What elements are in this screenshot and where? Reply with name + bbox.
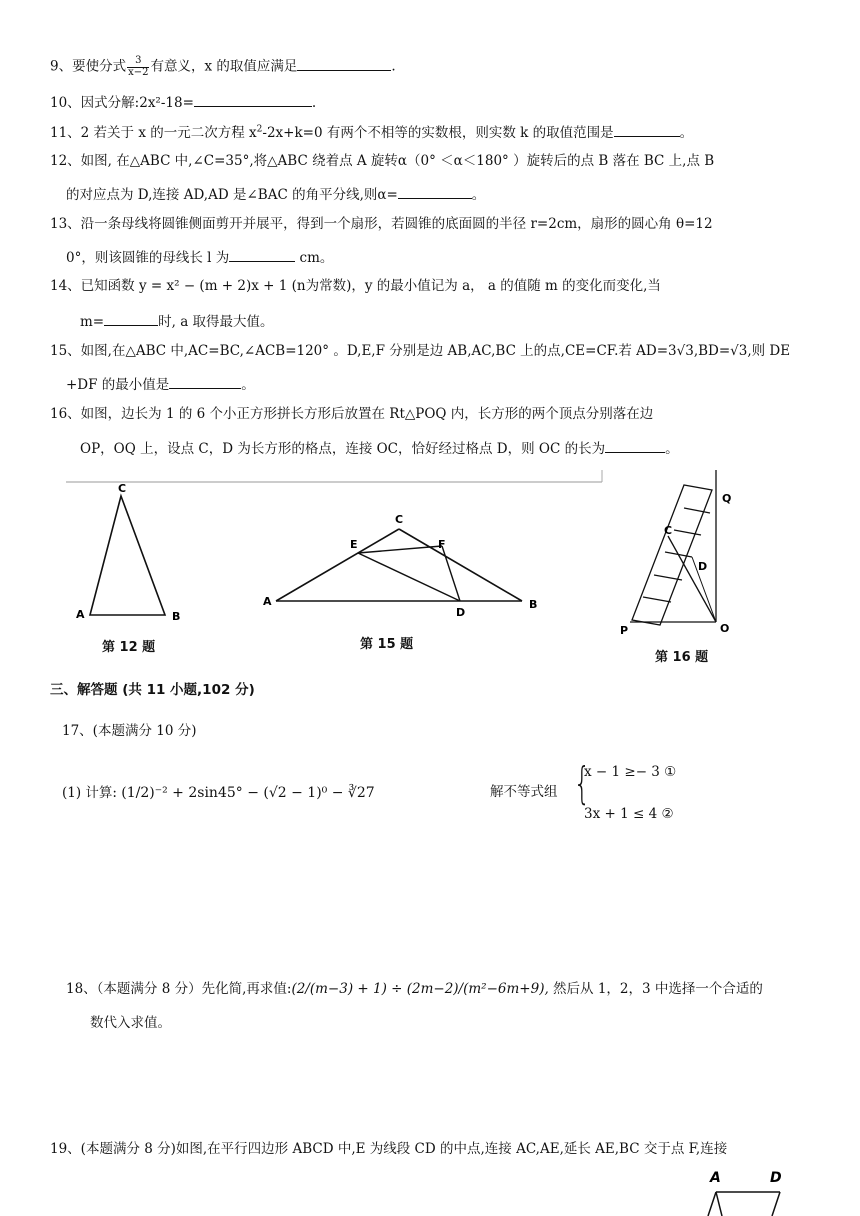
question-16-line2 xyxy=(80,440,679,457)
question-12-line1: 12、如图, 在△ABC 中,∠C=35°,将△ABC 绕着点 A 旋转α（0° ＜α＜180° ）旋转后的点 B 落在 BC 上,点 B xyxy=(50,153,715,169)
q12-answer-blank[interactable] xyxy=(398,186,472,199)
q12-end: 。 xyxy=(471,187,486,203)
fig16-grid-5 xyxy=(684,508,710,513)
q10-text: 10、因式分解:2x²-18= xyxy=(50,95,194,111)
q10-answer-blank[interactable] xyxy=(194,94,312,107)
fig16-label-o: O xyxy=(720,622,730,635)
question-10 xyxy=(50,94,316,111)
q18-expression: (2/(m−3) + 1) ÷ (2m−2)/(m²−6m+9), xyxy=(291,981,549,997)
figure-15 xyxy=(263,513,537,619)
fig12-label-b: B xyxy=(172,610,181,623)
q18-prefix: 18、（本题满分 8 分）先化简,再求值: xyxy=(66,981,292,997)
q14-answer-blank[interactable] xyxy=(104,313,158,326)
q17-part1-label: (1) 计算: xyxy=(62,785,117,801)
q13-line2-text: 0°，则该圆锥的母线长 l 为 xyxy=(66,250,230,266)
question-17-part2-label: 解不等式组 xyxy=(490,784,558,800)
fig16-label-d: D xyxy=(698,560,708,573)
q17-part1-expression: (1/2)⁻² + 2sin45° − (√2 − 1)⁰ − ∛27 xyxy=(121,785,375,801)
q11-end: 。 xyxy=(679,125,694,141)
fig19-segment-right xyxy=(772,1192,780,1216)
question-14-line1 xyxy=(50,280,661,294)
figure-16 xyxy=(630,470,716,625)
q9-fraction xyxy=(127,56,149,78)
section-3-heading: 三、解答题 (共 11 小题,102 分) xyxy=(50,682,255,698)
fig19-label-a: A xyxy=(710,1170,721,1186)
q17-brace: { xyxy=(573,758,591,809)
fig15-segment-fd xyxy=(442,546,460,601)
question-17-part1 xyxy=(62,786,375,801)
fig15-label-a: A xyxy=(263,595,272,608)
q16-end: 。 xyxy=(665,441,679,457)
q14-suffix: ，y 的最小值记为 a， a 的值随 m 的变化而变化,当 xyxy=(351,278,661,294)
q11-superscript: 2 xyxy=(256,124,263,135)
q9-suffix: 有意义，x 的取值应满足 xyxy=(150,58,298,75)
question-11 xyxy=(50,124,693,141)
fig15-segment-ef xyxy=(358,546,442,553)
figure-12 xyxy=(76,482,180,623)
q10-end: . xyxy=(311,95,317,111)
q9-frac-numerator: 3 xyxy=(127,56,149,68)
q9-end: . xyxy=(391,58,396,75)
q14-formula: y = x² − (m + 2)x + 1 (n为常数) xyxy=(138,278,352,294)
fig12-caption: 第 12 题 xyxy=(102,640,156,655)
q9-frac-denominator: x−2 xyxy=(128,66,149,78)
question-13-line1: 13、沿一条母线将圆锥侧面剪开并展平，得到一个扇形，若圆锥的底面圆的半径 r=2cm，扇形的圆心角 θ=12 xyxy=(50,216,713,232)
fig12-label-c: C xyxy=(118,482,127,495)
q11-prefix: 11、2 若关于 x 的一元二次方程 x xyxy=(50,125,257,141)
question-14-line2 xyxy=(80,313,274,330)
fig19-segment-left xyxy=(708,1192,716,1216)
figure-16-labels xyxy=(620,492,731,637)
fig19-label-d: D xyxy=(770,1170,782,1186)
fig16-label-p: P xyxy=(620,624,629,637)
q11-suffix: -2x+k=0 有两个不相等的实数根，则实数 k 的取值范围是 xyxy=(262,125,614,141)
q15-answer-blank[interactable] xyxy=(169,376,241,389)
q12-line2-text: 的对应点为 D,连接 AD,AD 是∠BAC 的角平分线,则α= xyxy=(66,187,398,203)
q11-answer-blank[interactable] xyxy=(614,124,680,137)
q15-end: 。 xyxy=(241,377,255,393)
fig15-segment-ac xyxy=(276,529,399,601)
question-13-line2 xyxy=(66,249,333,266)
fig12-triangle xyxy=(90,496,165,615)
q13-end: cm。 xyxy=(295,250,334,266)
fig15-label-d: D xyxy=(456,606,466,619)
question-16-line1: 16、如图，边长为 1 的 6 个小正方形拼长方形后放置在 Rt△POQ 内，长方形的两个顶点分别落在边 xyxy=(50,406,654,422)
q9-prefix: 9、要使分式 xyxy=(50,58,127,75)
fig15-label-f: F xyxy=(438,538,446,551)
q18-suffix: 然后从 1，2，3 中选择一个合适的 xyxy=(548,981,763,997)
fig16-caption: 第 16 题 xyxy=(655,650,709,665)
fig12-label-a: A xyxy=(76,608,85,621)
fig15-label-e: E xyxy=(350,538,358,551)
fig16-label-q: Q xyxy=(722,492,732,505)
fig15-segment-cb xyxy=(399,529,522,601)
fig16-rectangle xyxy=(632,485,712,625)
fig15-label-c: C xyxy=(395,513,404,526)
q14-prefix: 14、已知函数 xyxy=(50,278,139,294)
fig16-grid-1 xyxy=(643,597,671,602)
question-19-line1: 19、(本题满分 8 分)如图,在平行四边形 ABCD 中,E 为线段 CD 的中点,连接 AC,AE,延长 AE,BC 交于点 F,连接 xyxy=(50,1141,728,1157)
q15-line2-text: +DF 的最小值是 xyxy=(66,377,170,393)
fig15-label-b: B xyxy=(529,598,538,611)
question-15-line2 xyxy=(66,376,255,393)
q17-inequality-2: 3x + 1 ≤ 4 ② xyxy=(584,806,674,822)
question-9 xyxy=(50,56,396,78)
question-12-line2 xyxy=(66,186,485,203)
fig19-segment-diag xyxy=(716,1192,722,1216)
question-15-line1: 15、如图,在△ABC 中,AC=BC,∠ACB=120° 。D,E,F 分别是边 AB,AC,BC 上的点,CE=CF.若 AD=3√3,BD=√3,则 DE xyxy=(50,343,791,359)
q9-answer-blank[interactable] xyxy=(297,58,391,71)
q14-line2-suffix: 时, a 取得最大值。 xyxy=(158,314,274,330)
q13-answer-blank[interactable] xyxy=(229,249,295,262)
q16-answer-blank[interactable] xyxy=(605,440,665,453)
figure-19-partial xyxy=(700,1166,810,1216)
fig16-label-c: C xyxy=(664,524,673,537)
q16-line2-text: OP，OQ 上，设点 C，D 为长方形的格点，连接 OC，恰好经过格点 D，则 OC 的长为 xyxy=(80,441,606,457)
question-18-line2: 数代入求值。 xyxy=(90,1015,171,1031)
fig15-caption: 第 15 题 xyxy=(360,637,414,652)
question-18-line1 xyxy=(66,983,763,997)
q17-inequality-1: x − 1 ≥− 3 ① xyxy=(584,764,677,780)
question-17-title: 17、(本题满分 10 分) xyxy=(62,723,197,739)
fig15-segment-ed xyxy=(358,553,460,601)
q14-line2-prefix: m= xyxy=(80,314,105,330)
